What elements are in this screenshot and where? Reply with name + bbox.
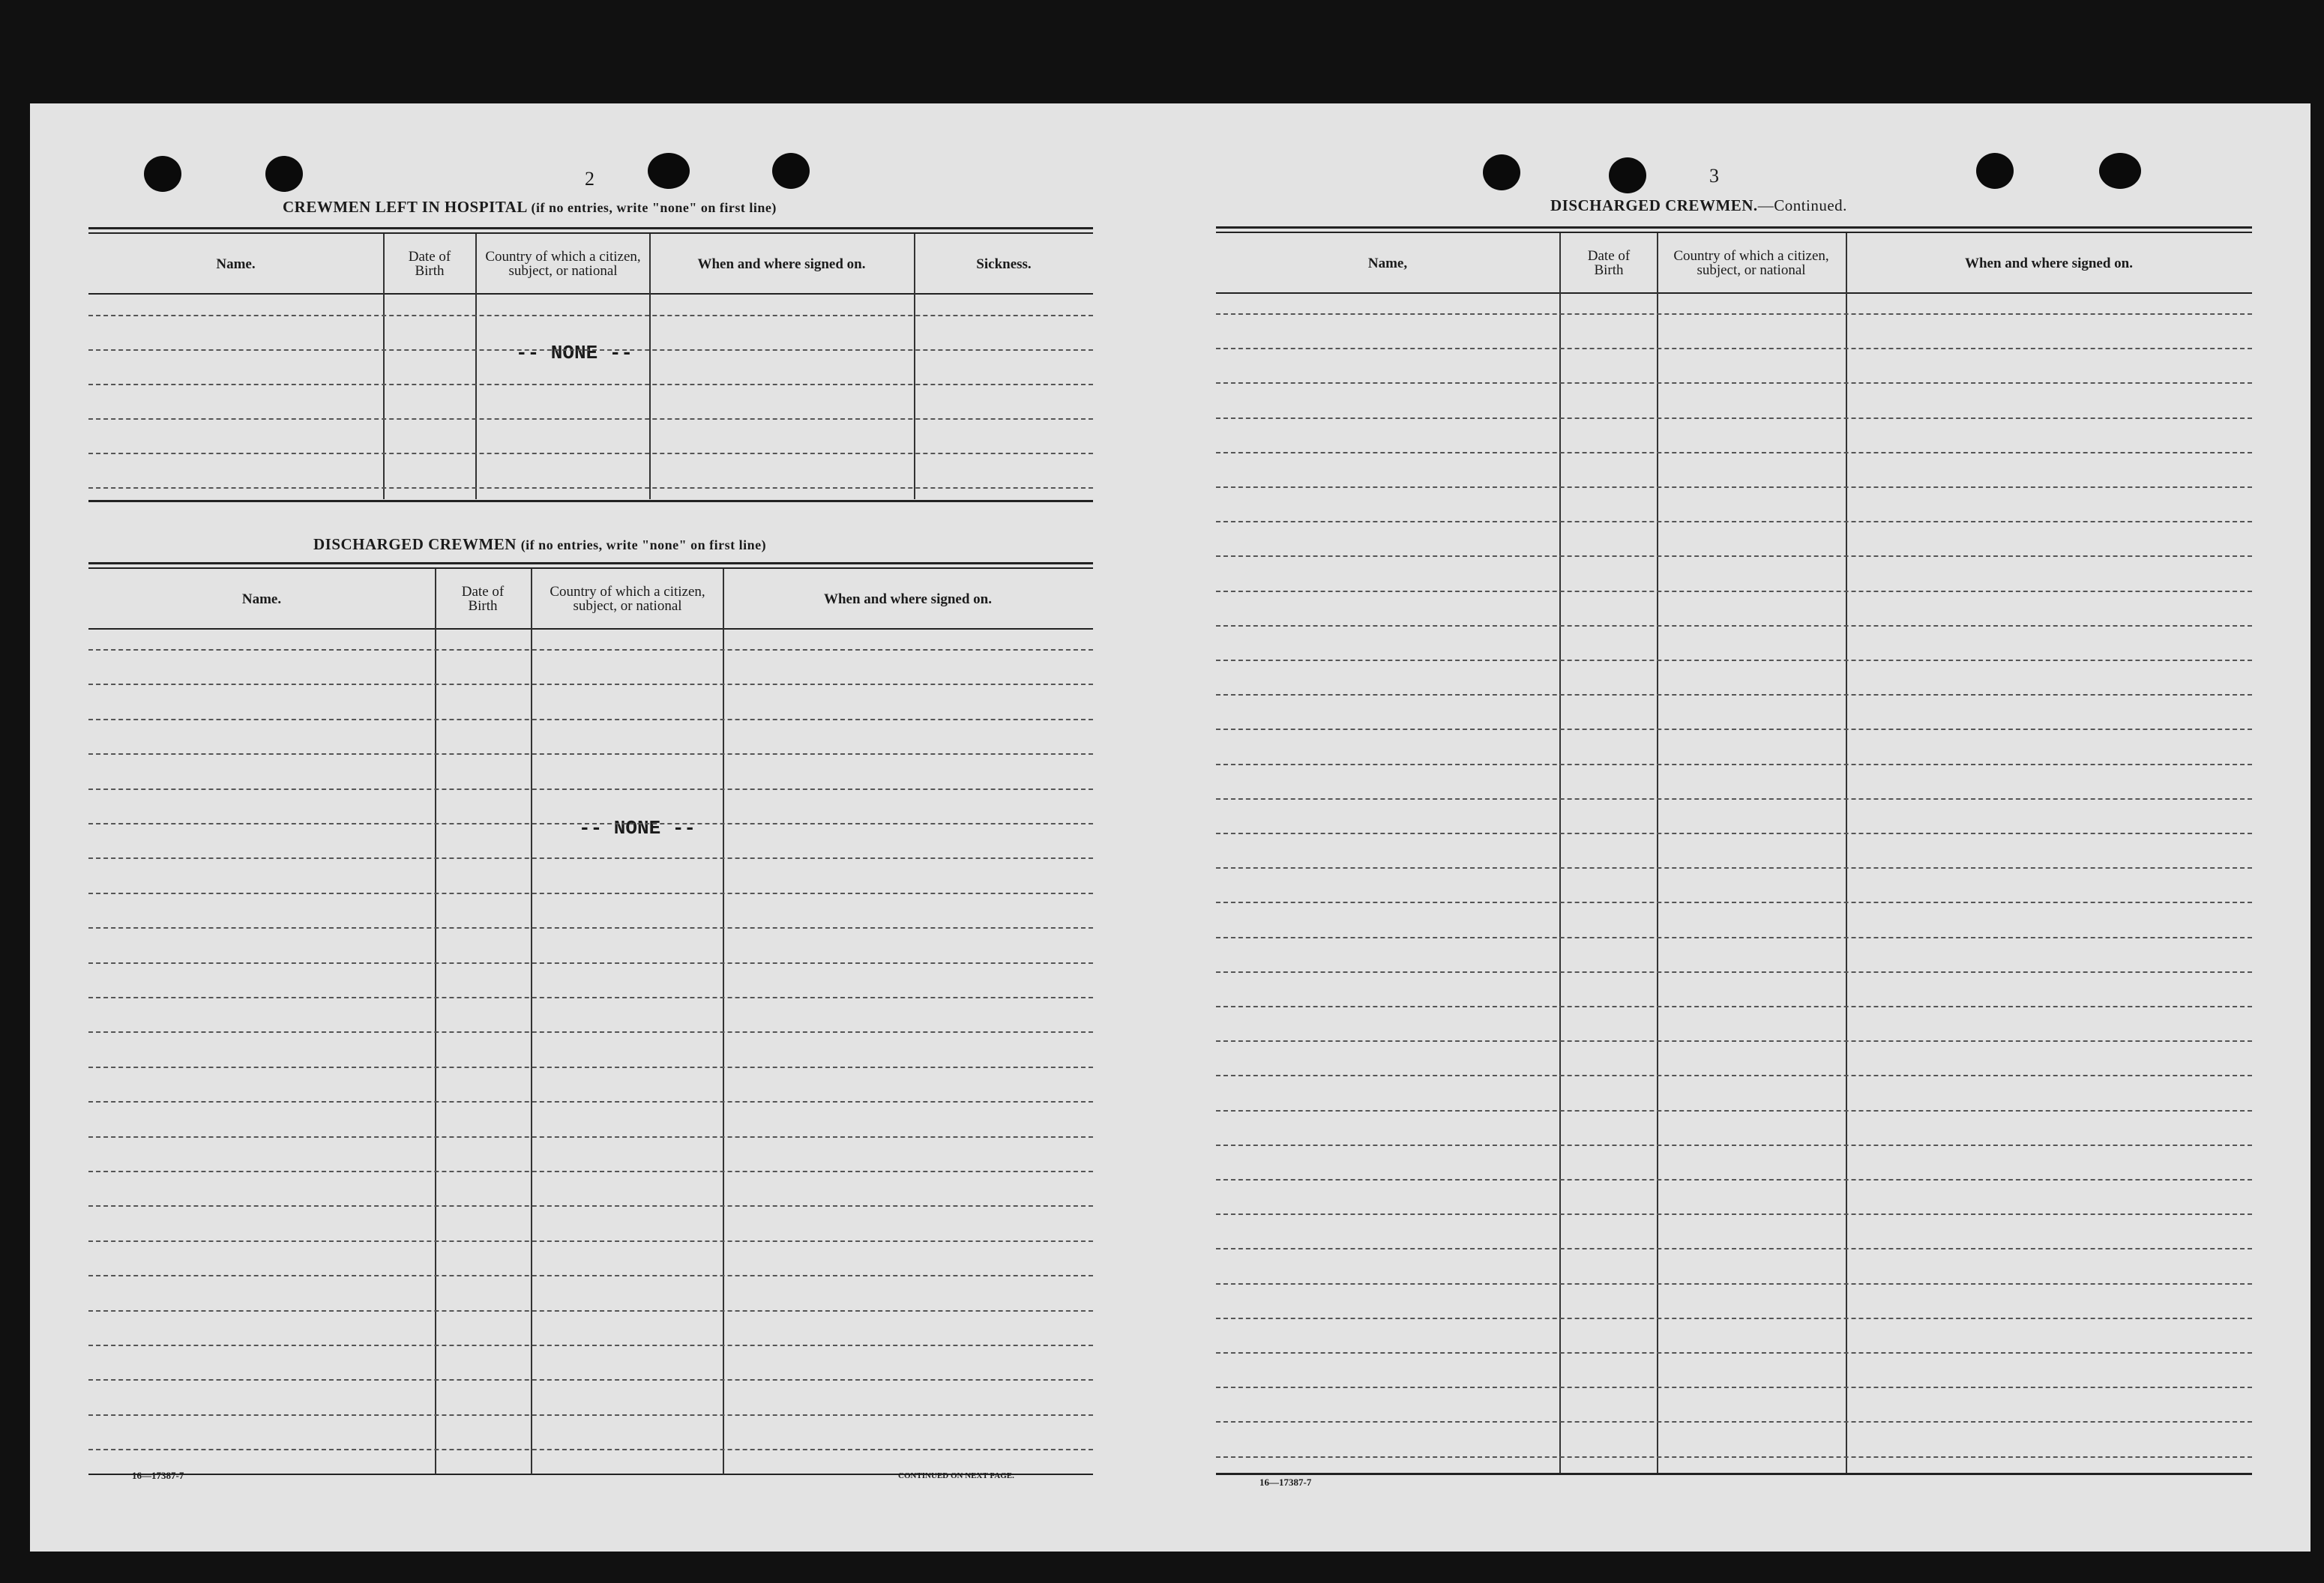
table-row <box>1216 1387 2252 1388</box>
hospital-title-text: CREWMEN LEFT IN HOSPITAL <box>283 198 527 216</box>
table-row <box>1216 1110 2252 1112</box>
table-row <box>88 1345 1093 1346</box>
table-row <box>1216 591 2252 592</box>
table-row <box>88 684 1093 685</box>
continued-on-next-page: CONTINUED ON NEXT PAGE. <box>898 1471 1014 1480</box>
table-row <box>88 962 1093 964</box>
table-row <box>88 349 1093 351</box>
hospital-none-entry: -- NONE -- <box>516 342 633 364</box>
punch-hole <box>144 156 181 192</box>
table-row <box>1216 1318 2252 1319</box>
table-row <box>88 997 1093 998</box>
table-row <box>1216 660 2252 661</box>
table-row <box>88 1414 1093 1416</box>
table-row <box>1216 971 2252 973</box>
table-row <box>88 1449 1093 1450</box>
table-top-rule <box>88 567 1093 569</box>
table-row <box>88 1379 1093 1381</box>
table-top-rule <box>1216 232 2252 233</box>
hospital-table <box>88 227 1093 504</box>
table-row <box>88 719 1093 720</box>
table-row <box>1216 417 2252 419</box>
table-row <box>1216 1213 2252 1215</box>
table-row <box>1216 382 2252 384</box>
table-row <box>1216 1006 2252 1007</box>
discharged-continued-table <box>1216 226 2252 1501</box>
col-header-name: Name. <box>216 256 256 272</box>
punch-hole <box>1483 154 1520 190</box>
table-row <box>88 649 1093 651</box>
table-row <box>1216 1179 2252 1181</box>
table-row <box>1216 867 2252 869</box>
table-row <box>1216 452 2252 453</box>
table-top-rule <box>88 232 1093 234</box>
table-row <box>88 418 1093 420</box>
table-row <box>1216 486 2252 488</box>
discharged-none-entry: -- NONE -- <box>579 817 696 839</box>
table-row <box>1216 1421 2252 1423</box>
discharged-table <box>88 562 1093 1492</box>
table-row <box>88 1240 1093 1242</box>
table-row <box>88 1136 1093 1138</box>
table-row <box>1216 1456 2252 1458</box>
table-row <box>88 1171 1093 1172</box>
punch-hole <box>2099 153 2141 189</box>
col-header-country: Country of which a citizen, subject, or national <box>485 249 641 279</box>
table-row <box>1216 1283 2252 1285</box>
table-bottom-rule <box>1216 1473 2252 1475</box>
col-header-name: Name. <box>241 591 282 607</box>
table-row <box>88 1031 1093 1033</box>
table-row <box>1216 625 2252 627</box>
col-header-name: Name, <box>1367 255 1408 271</box>
table-row <box>88 1310 1093 1312</box>
table-row <box>1216 798 2252 800</box>
table-row <box>1216 1040 2252 1042</box>
form-number-right: 16—17387-7 <box>1259 1477 1312 1488</box>
table-top-rule <box>88 562 1093 564</box>
col-header-date-of-birth: Date of Birth <box>461 584 505 614</box>
form-number-left: 16—17387-7 <box>132 1470 184 1481</box>
table-row <box>1216 1075 2252 1076</box>
form-sheet <box>30 103 2311 1552</box>
table-row <box>1216 764 2252 765</box>
col-header-signed-on: When and where signed on. <box>697 256 866 272</box>
page-number-right: 3 <box>1709 165 1719 187</box>
discharged-section-title <box>313 535 766 554</box>
col-header-date-of-birth: Date of Birth <box>408 249 451 279</box>
table-bottom-rule <box>88 500 1093 502</box>
punch-hole <box>772 153 810 189</box>
table-row <box>1216 521 2252 522</box>
table-row <box>1216 902 2252 903</box>
punch-hole <box>1976 153 2014 189</box>
table-row <box>88 789 1093 790</box>
table-top-rule <box>1216 226 2252 229</box>
table-row <box>88 1067 1093 1068</box>
punch-hole <box>648 153 690 189</box>
table-row <box>88 315 1093 316</box>
table-row <box>88 1275 1093 1276</box>
table-row <box>88 453 1093 454</box>
table-row <box>1216 1352 2252 1354</box>
table-row <box>1216 833 2252 834</box>
discharged-continued-title <box>1550 196 1847 215</box>
table-row <box>1216 313 2252 315</box>
table-row <box>1216 729 2252 730</box>
discharged-title-text: DISCHARGED CREWMEN <box>313 535 517 553</box>
table-row <box>88 927 1093 929</box>
table-row <box>1216 1145 2252 1146</box>
discharged-title-note: (if no entries, write "none" on first line) <box>520 537 767 552</box>
continued-suffix: —Continued. <box>1757 196 1847 214</box>
table-top-rule <box>88 227 1093 229</box>
hospital-section-title <box>283 198 777 217</box>
header-bottom-rule <box>1216 292 2252 294</box>
table-row <box>1216 937 2252 938</box>
table-row <box>88 753 1093 755</box>
table-row <box>88 1101 1093 1103</box>
table-row <box>1216 555 2252 557</box>
table-row <box>1216 1248 2252 1249</box>
table-row <box>88 1205 1093 1207</box>
col-header-sickness: Sickness. <box>976 256 1032 272</box>
table-row <box>88 384 1093 385</box>
col-header-date-of-birth: Date of Birth <box>1587 248 1631 278</box>
col-header-signed-on: When and where signed on. <box>823 591 992 607</box>
page-number-left: 2 <box>585 168 594 190</box>
col-header-country: Country of which a citizen, subject, or national <box>550 584 705 614</box>
punch-hole <box>1609 157 1646 193</box>
table-row <box>88 893 1093 894</box>
table-row <box>88 823 1093 824</box>
table-row <box>88 857 1093 859</box>
punch-hole <box>265 156 303 192</box>
table-row <box>1216 348 2252 349</box>
hospital-title-note: (if no entries, write "none" on first line) <box>531 200 777 215</box>
header-bottom-rule <box>88 628 1093 630</box>
header-bottom-rule <box>88 293 1093 295</box>
table-row <box>1216 694 2252 696</box>
table-row <box>88 487 1093 489</box>
col-header-signed-on: When and where signed on. <box>1964 255 2133 271</box>
discharged-continued-title-text: DISCHARGED CREWMEN. <box>1550 196 1758 214</box>
col-header-country: Country of which a citizen, subject, or national <box>1673 248 1829 278</box>
